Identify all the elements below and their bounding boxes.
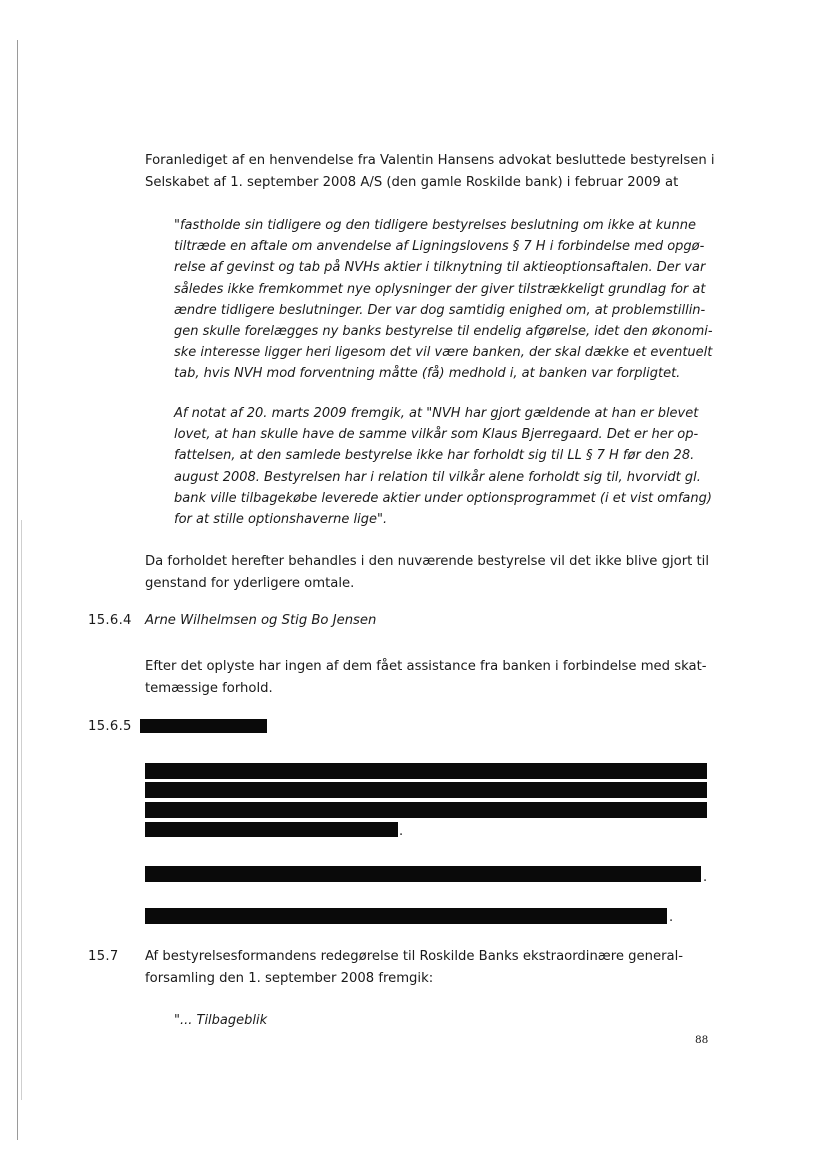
redacted-line [145,908,667,924]
followup-paragraph [145,551,709,594]
text-line: genstand for yderligere omtale. [145,575,355,591]
quote-line: relse af gevinst og tab på NVHs aktier i tilknytning til aktieoptionsaftalen. Der var [174,260,706,276]
redacted-line [145,822,398,837]
quote-line: ske interesse ligger heri ligesom det vil være banken, der skal dække et eventuelt [174,345,713,361]
scan-edge-line [17,40,18,1140]
text-line: Af bestyrelsesformandens redegørelse til Roskilde Banks ekstraordinære general- [145,949,684,964]
text-line: Efter det oplyste har ingen af dem fået assistance fra banken i forbindelse med skat- [145,659,707,674]
quote-line: gen skulle forelægges ny banks bestyrelse til endelig afgørelse, idet den økonomi- [174,324,713,340]
quote-line: for at stille optionshaverne lige". [174,512,388,528]
section-157-paragraph [145,946,683,989]
trailing-period: . [703,870,708,885]
quote-line: Af notat af 20. marts 2009 fremgik, at "NVH har gjort gældende at han er blevet [174,406,699,421]
text-line: temæssige forhold. [145,680,273,696]
quote-memo [174,403,712,530]
section-1564-paragraph [145,656,707,699]
quote-board-decision [174,215,713,385]
trailing-period: . [669,910,674,925]
text-line: Foranlediget af en henvendelse fra Valentin Hansens advokat besluttede bestyrelsen i [145,153,715,168]
text-line: Selskabet af 1. september 2008 A/S (den gamle Roskilde bank) i februar 2009 at [145,174,679,190]
section-number: 15.6.5 [88,719,132,734]
redacted-line [145,866,701,882]
quote-line: ændre tidligere beslutninger. Der var dog samtidig enighed om, at problemstillin- [174,302,706,318]
scan-edge-line-faint [21,520,22,1100]
quote-line: således ikke fremkommet nye oplysninger der giver tilstrækkeligt grundlag for at [174,281,706,297]
section-number: 15.6.4 [88,613,132,628]
redacted-line [145,782,707,798]
section-title: Arne Wilhelmsen og Stig Bo Jensen [145,613,377,628]
quote-line: tiltræde en aftale om anvendelse af Ligningslovens § 7 H i forbindelse med opgø- [174,239,705,255]
text-line: forsamling den 1. september 2008 fremgik: [145,970,434,986]
redacted-heading [140,719,267,733]
page-number: 88 [695,1034,709,1046]
quote-line: tab, hvis NVH mod forventning måtte (få) medhold i, at banken var forpligtet. [174,366,681,382]
redacted-line [145,763,707,779]
quote-line: fattelsen, at den samlede bestyrelse ikke har forholdt sig til LL § 7 H før den 28. [174,448,695,464]
intro-paragraph [145,150,715,193]
quote-line: bank ville tilbagekøbe leverede aktier under optionsprogrammet (i et vist omfang) [174,490,712,506]
text-line: Da forholdet herefter behandles i den nuværende bestyrelse vil det ikke blive gjort til [145,554,709,569]
quote-line: lovet, at han skulle have de samme vilkår som Klaus Bjerregaard. Det er her op- [174,427,699,443]
quote-line: "fastholde sin tidligere og den tidligere bestyrelses beslutning om ikke at kunne [174,218,696,233]
trailing-period: . [399,824,404,839]
quote-line: august 2008. Bestyrelsen har i relation til vilkår alene forholdt sig til, hvorvidt gl. [174,469,701,485]
quote-start: "... Tilbageblik [174,1013,268,1028]
section-number: 15.7 [88,949,119,964]
redacted-line [145,802,707,818]
